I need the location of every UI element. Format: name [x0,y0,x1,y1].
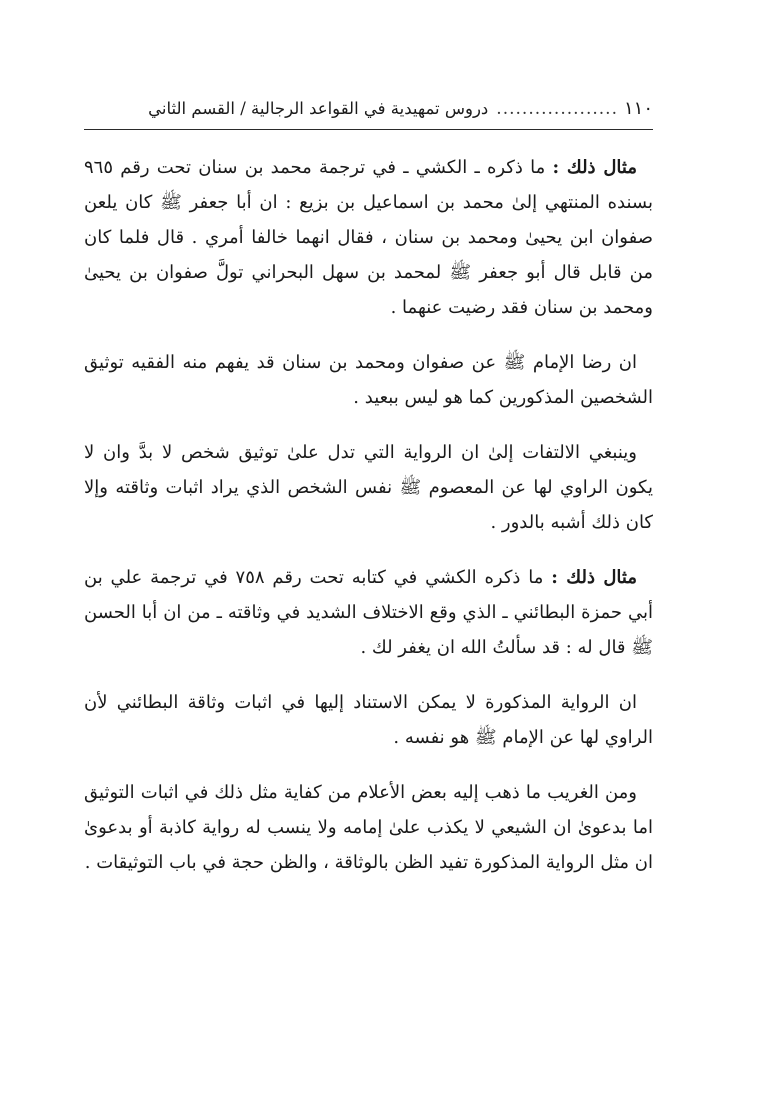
paragraph-1 [84,150,653,325]
paragraph-4 [84,560,653,665]
paragraph-6 [84,775,653,880]
example-lead: مثال ذلك : [552,157,637,178]
paragraph-text: ما ذكره ـ الكشي ـ في ترجمة محمد بن سنان تحت رقم ٩٦٥ بسنده المنتهي إلىٰ محمد بن اسماعيل بن بزيع : ان أبا جعفر ﷺ كان يلعن صفوان ابن يحيىٰ ومحمد بن سنان ، فقال انهما خالفا أمري . قال فلما كان من قابل قال أبو جعفر ﷺ لمحمد بن سهل البحراني تولَّ صفوان بن يحيىٰ ومحمد بن سنان فقد رضيت عنهما . [84,157,653,318]
paragraph-3 [84,435,653,540]
header-dot-leader: ................... [496,99,618,119]
page-number: ١١٠ [623,98,653,119]
paragraph-2 [84,345,653,415]
paragraph-text: ومن الغريب ما ذهب إليه بعض الأعلام من كفاية مثل ذلك في اثبات التوثيق اما بدعوىٰ ان الشيعي لا يكذب علىٰ إمامه ولا ينسب له رواية كاذبة أو بدعوىٰ ان مثل الرواية المذكورة تفيد الظن بالوثاقة ، والظن حجة في باب التوثيقات . [84,782,653,873]
body-text [84,150,653,900]
example-lead: مثال ذلك : [551,567,637,588]
header-rule [84,129,653,130]
paragraph-text: ان الرواية المذكورة لا يمكن الاستناد إليها في اثبات وثاقة البطائني لأن الراوي لها عن الإمام ﷺ هو نفسه . [84,692,653,748]
paragraph-text: ما ذكره الكشي في كتابه تحت رقم ٧٥٨ في ترجمة علي بن أبي حمزة البطائني ـ الذي وقع الاختلاف الشديد في وثاقته ـ من ان أبا الحسن ﷺ قال له : قد سألتُ الله ان يغفر لك . [84,567,653,658]
paragraph-text: ان رضا الإمام ﷺ عن صفوان ومحمد بن سنان قد يفهم منه الفقيه توثيق الشخصين المذكورين كما هو ليس ببعيد . [84,352,653,408]
header-title: دروس تمهيدية في القواعد الرجالية / القسم الثاني [148,99,489,118]
running-header [84,98,653,128]
paragraph-text: وينبغي الالتفات إلىٰ ان الرواية التي تدل علىٰ توثيق شخص لا بدَّ وان لا يكون الراوي لها عن المعصوم ﷺ نفس الشخص الذي يراد اثبات وثاقته وإلا كان ذلك أشبه بالدور . [84,442,653,533]
paragraph-5 [84,685,653,755]
